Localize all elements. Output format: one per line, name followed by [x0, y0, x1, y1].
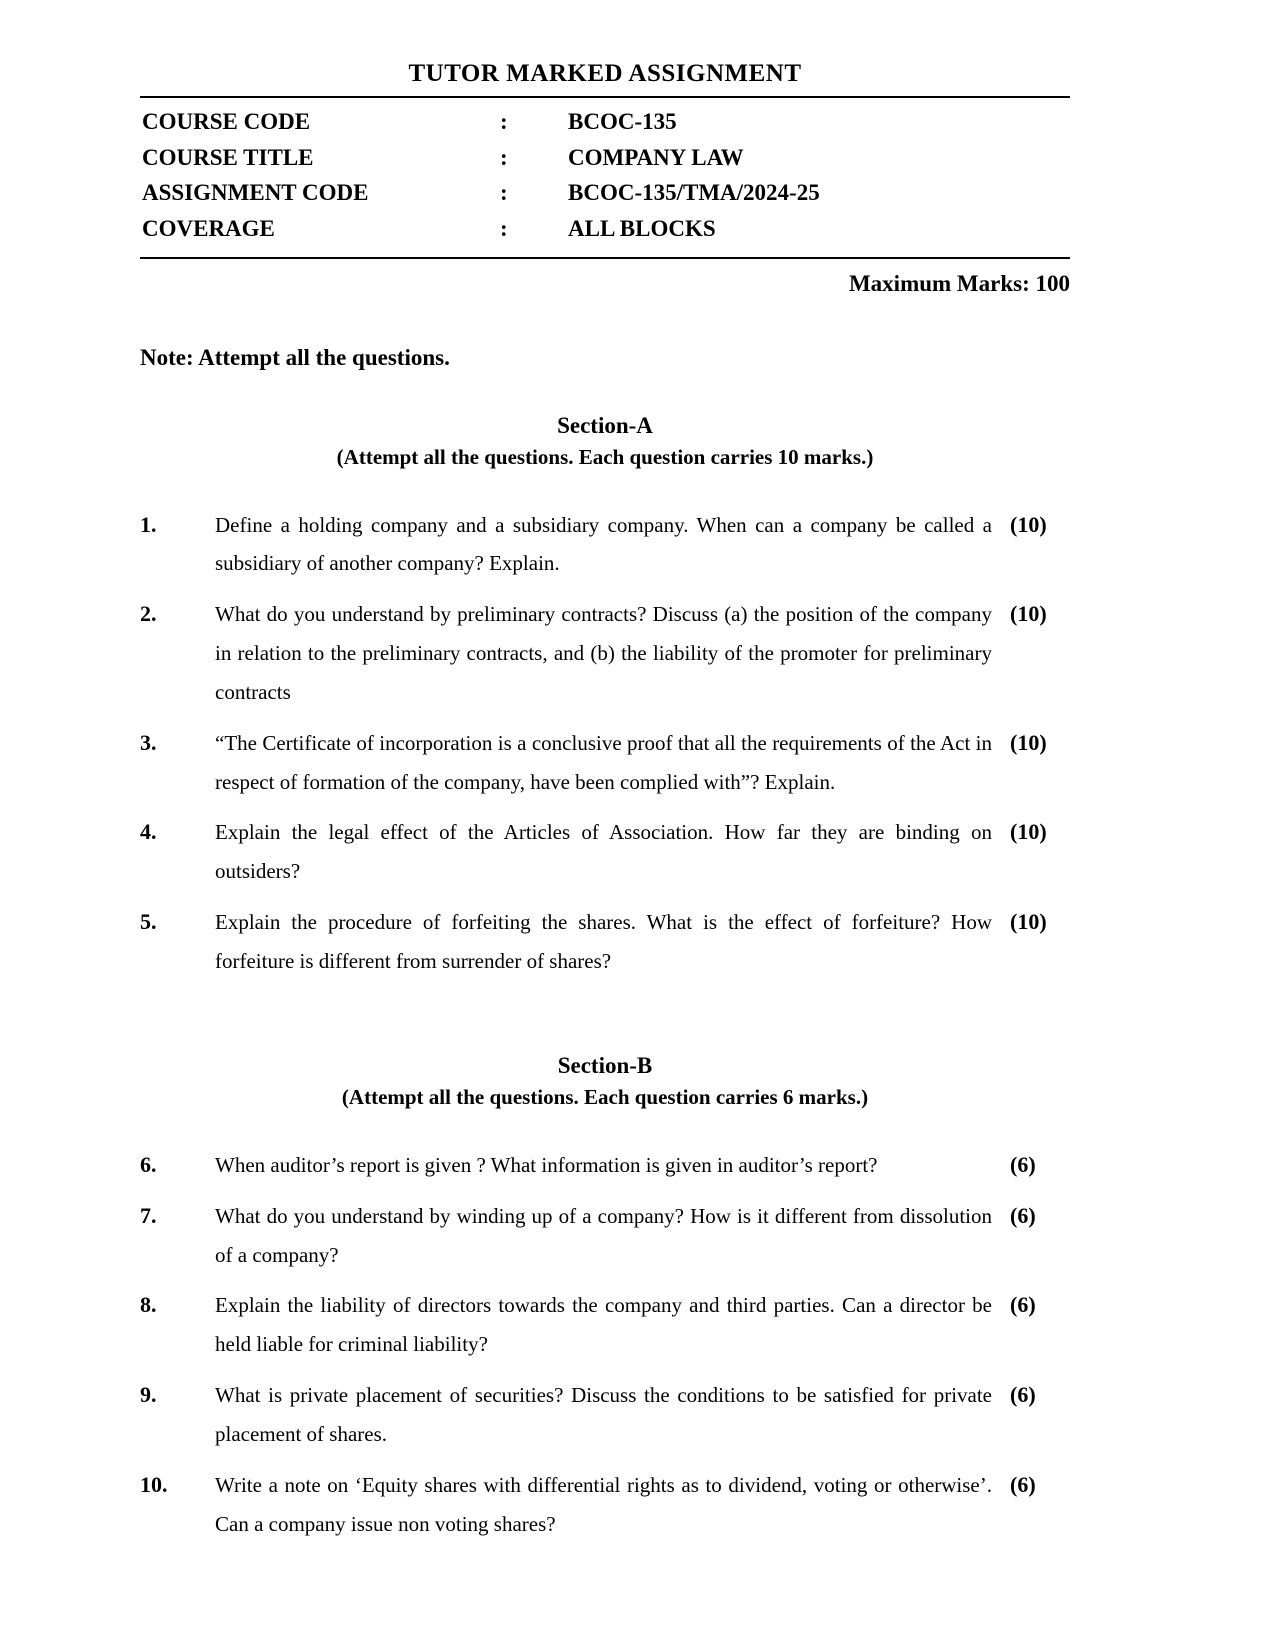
header-row-course-title [142, 140, 1070, 176]
question-number: 7. [140, 1202, 157, 1228]
section-a-subtitle: (Attempt all the questions. Each question carries 10 marks.) [336, 444, 874, 469]
question-text: Write a note on ‘Equity shares with differential rights as to dividend, voting or otherwise’. Can a company issue non voting shares? [215, 1472, 992, 1536]
assignment-code-value: BCOC-135/TMA/2024-25 [568, 180, 820, 206]
question-row [140, 724, 1070, 802]
question-marks: (6) [1010, 1471, 1036, 1497]
course-title-value: COMPANY LAW [568, 144, 744, 170]
question-row [140, 595, 1070, 712]
header-row-coverage [142, 211, 1070, 247]
question-marks: (6) [1010, 1151, 1036, 1177]
question-row [140, 1146, 1070, 1185]
course-title-label: COURSE TITLE [142, 144, 314, 170]
question-number: 1. [140, 511, 157, 537]
section-a-title: Section-A [557, 412, 653, 438]
course-code-label: COURSE CODE [142, 109, 311, 134]
question-marks: (10) [1010, 729, 1047, 755]
header-table [140, 98, 1070, 257]
question-row [140, 1286, 1070, 1364]
section-b-title: Section-B [557, 1052, 653, 1078]
question-row [140, 813, 1070, 891]
coverage-label: COVERAGE [142, 215, 275, 241]
question-text: “The Certificate of incorporation is a conclusive proof that all the requirements of the Act in respect of formation of the company, have been complied with”? Explain. [215, 730, 992, 794]
question-marks: (6) [1010, 1292, 1036, 1318]
page-title: TUTOR MARKED ASSIGNMENT [408, 60, 802, 87]
question-marks: (6) [1010, 1382, 1036, 1408]
question-number: 6. [140, 1151, 157, 1177]
question-text: Explain the procedure of forfeiting the shares. What is the effect of forfeiture? How forfeiture is different from surrender of shares? [215, 910, 992, 973]
question-row [140, 1466, 1070, 1544]
coverage-value: ALL BLOCKS [568, 215, 716, 241]
course-title-separator: : [500, 144, 508, 170]
question-row [140, 1197, 1070, 1275]
question-number: 3. [140, 729, 157, 755]
question-text: What do you understand by winding up of a company? How is it different from dissolution of a company? [215, 1203, 992, 1267]
assignment-code-separator: : [500, 180, 508, 206]
assignment-code-label: ASSIGNMENT CODE [142, 180, 369, 206]
question-row [140, 1376, 1070, 1454]
question-text: Explain the legal effect of the Articles of Association. How far they are binding on outsiders? [215, 820, 992, 884]
question-text: Define a holding company and a subsidiary company. When can a company be called a subsidiary of another company? Explain. [215, 512, 992, 576]
question-number: 2. [140, 601, 157, 627]
question-marks: (10) [1010, 909, 1047, 935]
question-text: Explain the liability of directors towards the company and third parties. Can a director be held liable for criminal liability? [215, 1293, 992, 1357]
question-row [140, 506, 1070, 584]
question-text: What do you understand by preliminary contracts? Discuss (a) the position of the company in relation to the preliminary contracts, and (b) the liability of the promoter for preliminary contracts [215, 602, 992, 704]
question-text: When auditor’s report is given ? What information is given in auditor’s report? [215, 1152, 878, 1177]
question-marks: (10) [1010, 511, 1047, 537]
question-number: 8. [140, 1292, 157, 1318]
question-number: 5. [140, 909, 157, 935]
question-text: What is private placement of securities? Discuss the conditions to be satisfied for private placement of shares. [215, 1383, 992, 1446]
question-marks: (6) [1010, 1202, 1036, 1228]
header-row-assignment-code [142, 175, 1070, 211]
question-marks: (10) [1010, 601, 1047, 627]
question-row [140, 903, 1070, 981]
course-code-separator: : [500, 109, 508, 134]
section-b-questions [140, 1146, 1070, 1544]
coverage-separator: : [500, 215, 508, 241]
maximum-marks: Maximum Marks: 100 [848, 270, 1070, 296]
header-row-course-code [142, 104, 1070, 140]
note-line: Note: Attempt all the questions. [140, 344, 450, 370]
section-a-questions [140, 506, 1070, 981]
question-number: 4. [140, 819, 157, 845]
question-number: 10. [140, 1471, 168, 1497]
question-number: 9. [140, 1382, 157, 1408]
section-b-subtitle: (Attempt all the questions. Each question carries 6 marks.) [341, 1084, 869, 1109]
course-code-value: BCOC-135 [568, 109, 677, 134]
header-bottom-rule [140, 257, 1070, 259]
question-marks: (10) [1010, 819, 1047, 845]
